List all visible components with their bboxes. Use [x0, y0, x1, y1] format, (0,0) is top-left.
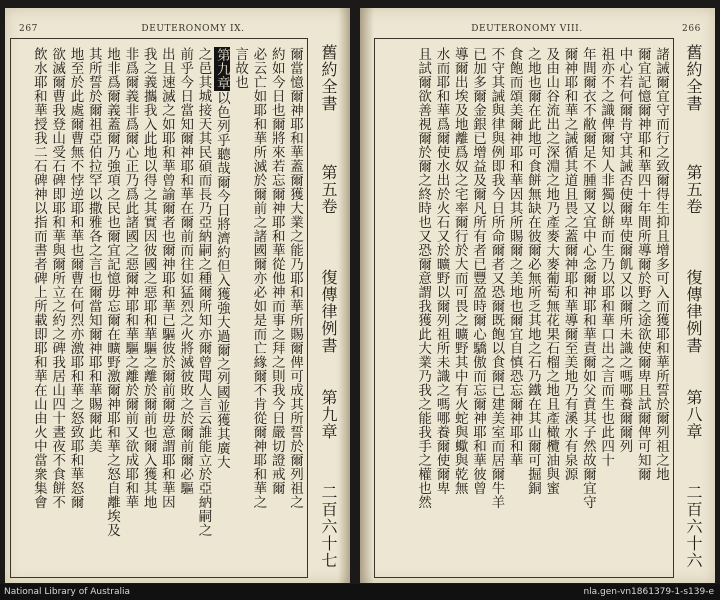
- left-margin-volume: 第五卷: [319, 164, 338, 215]
- right-text-column: 水而耶和華爲爾使水出於火石又於曠野以爾列祖所未識之嗎哪養爾使爾卑: [433, 47, 450, 495]
- right-text-column: 之地也爾在此地可食餅無缺在彼爾必無所乏其地之石乃鐵在其山爾可掘銅: [524, 47, 541, 495]
- right-running-title: DEUTERONOMY VIII.: [471, 24, 583, 34]
- right-text-column: 爾宜記憶爾神耶和華四十年間所導爾於野之途欲使爾卑且試爾俾可知爾: [634, 47, 651, 481]
- right-text-column: 已加多爾金銀已增益及爾凡所有者已豐盈時爾心驕傲而忘爾神耶和華彼曾: [470, 47, 487, 495]
- left-text-column: 欲滅爾曹我登山受石碑即耶和華與爾所立之約之碑我居山四十晝夜不食餅不: [49, 47, 66, 509]
- left-text-column: 言故也: [232, 47, 249, 89]
- right-text-column: 年間爾衣不敝爾足不腫爾又宜中心念爾神耶和華責爾如父責其子然故爾宜守: [579, 47, 596, 509]
- right-margin-pagecn: 二百六十六: [684, 484, 703, 569]
- left-text-column: 地至於此處爾曹無不悖逆耶和華也爾曹在何烈亦激耶和華之怒致耶和華怒爾: [67, 47, 84, 509]
- left-text-column: 必云亡如耶和華所滅於爾前之諸國爾亦必如是而亡緣爾不肯從爾神耶和華之: [250, 47, 267, 509]
- right-page-header: [372, 22, 707, 38]
- left-text-frame: [10, 38, 308, 578]
- chapter-marker-highlight: 第九章: [213, 48, 230, 90]
- right-text-column: 導爾出埃及地離爲奴之宅率爾行於大而可畏之曠野其中有火蛇與蠍與乾無: [451, 47, 468, 495]
- right-text-column: 爾神耶和華之誡循其道且畏之蓋爾神耶和華導爾至美地乃有溪水有泉源: [561, 47, 578, 481]
- left-text-column: 地非爲爾義蓋爾乃強項之民也爾宜記憶毋忘爾在曠野激爾神耶和華之怒自離埃及: [104, 47, 121, 537]
- right-margin-chapter: 第八章: [684, 389, 703, 440]
- right-text-column: 且試爾欲善視爾於爾之終時也又恐爾意謂我獲此大業乃我之能我手之權也然: [415, 47, 432, 509]
- left-text-column: 之邑其城接天其民碩而長乃亞納嗣之種爾所知亦爾曾聞人言云誰能立於亞納嗣之: [195, 47, 212, 537]
- left-running-title: DEUTERONOMY IX.: [141, 24, 245, 34]
- left-page-number: 267: [19, 24, 38, 34]
- left-text-column: 非爲爾義非爲爾心正乃爲此諸國之惡爾神耶和華驅之離於爾前又欲成耶和華: [122, 47, 139, 509]
- right-margin-book: 舊約全書: [684, 44, 703, 112]
- right-text-column: 食飽而頌美爾神耶和華因其所賜爾之美地也爾宜自慎恐忘爾神耶和華: [506, 47, 523, 467]
- left-text-column: 其所誓於爾祖亞伯拉罕以撒雅各之言也爾當知爾神耶和華賜爾此美: [85, 47, 102, 453]
- right-page: [360, 8, 715, 583]
- right-text-frame: [374, 38, 674, 578]
- footer-bar: [0, 584, 720, 600]
- left-page-header: [13, 22, 343, 38]
- left-text-column: 約如今日也爾將來若忘爾神耶和華從他神而事之拜之則我今日嚴切證戒爾: [268, 47, 285, 495]
- right-margin-column: [678, 44, 708, 576]
- left-margin-column: [313, 44, 343, 576]
- right-margin-volume: 第五卷: [684, 164, 703, 215]
- left-text-column: 出且速滅之如耶和華曾諭爾者也爾神耶和華已驅彼於爾前爾毋意謂耶和華因: [158, 47, 175, 509]
- left-margin-title: 復傳律例書: [319, 269, 338, 354]
- left-text-column: 我之義攜我入此地以得之其實因彼國之惡耶和華驅之離於爾前也爾入獲其地: [140, 47, 157, 509]
- left-text-column: 第九章以色列乎聽哉爾今日將濟約但入獲強大過爾之列國並獲其廣大: [213, 48, 230, 469]
- footer-source: National Library of Australia: [4, 587, 131, 597]
- right-page-number: 266: [682, 24, 701, 34]
- left-margin-book: 舊約全書: [319, 44, 338, 112]
- right-text-column: 不守其誡與律與例即我今日所命爾者又恐爾既飽以食爾已建美室而居爾牛羊: [488, 47, 505, 509]
- right-text-column: 中心若何爾肯守其誡否使爾卑使爾飢又以爾所未識之嗎哪養爾爾列: [616, 47, 633, 453]
- right-margin-title: 復傳律例書: [684, 269, 703, 354]
- left-text-column: 飲水耶和華授我二石碑神以指而書者碑上所載即耶和華在山由火中當衆集會: [30, 47, 47, 509]
- left-margin-pagecn: 二百六十七: [319, 484, 338, 569]
- left-page: [5, 8, 350, 583]
- left-text-columns: [14, 47, 304, 569]
- left-margin-chapter: 第九章: [319, 389, 338, 440]
- left-text-column: 爾當憶爾神耶和華蓋爾獲大業之能乃耶和華所賜爾俾可成其所誓於爾列祖之: [287, 47, 303, 509]
- footer-id: nla.gen-vn1861379-1-s139-e: [583, 587, 714, 597]
- right-text-column: 祖亦不之識俾爾知人非獨以餅而生乃以耶和華口出之言而生也此四十: [598, 47, 615, 467]
- right-text-column: 及由山谷流出之深淵之地乃產麥大麥葡萄無花果石榴之地且產橄欖油與蜜: [543, 47, 560, 495]
- right-text-columns: [378, 47, 670, 569]
- left-text-column: 前乎今日當知爾神耶和華在爾前而往如猛烈之火將滅彼敗之於爾前爾必驅: [177, 47, 194, 495]
- right-text-column: 諸誡爾宜守而行之致爾得生抑且增多可入而獲耶和華所誓於爾列祖之地: [653, 47, 669, 481]
